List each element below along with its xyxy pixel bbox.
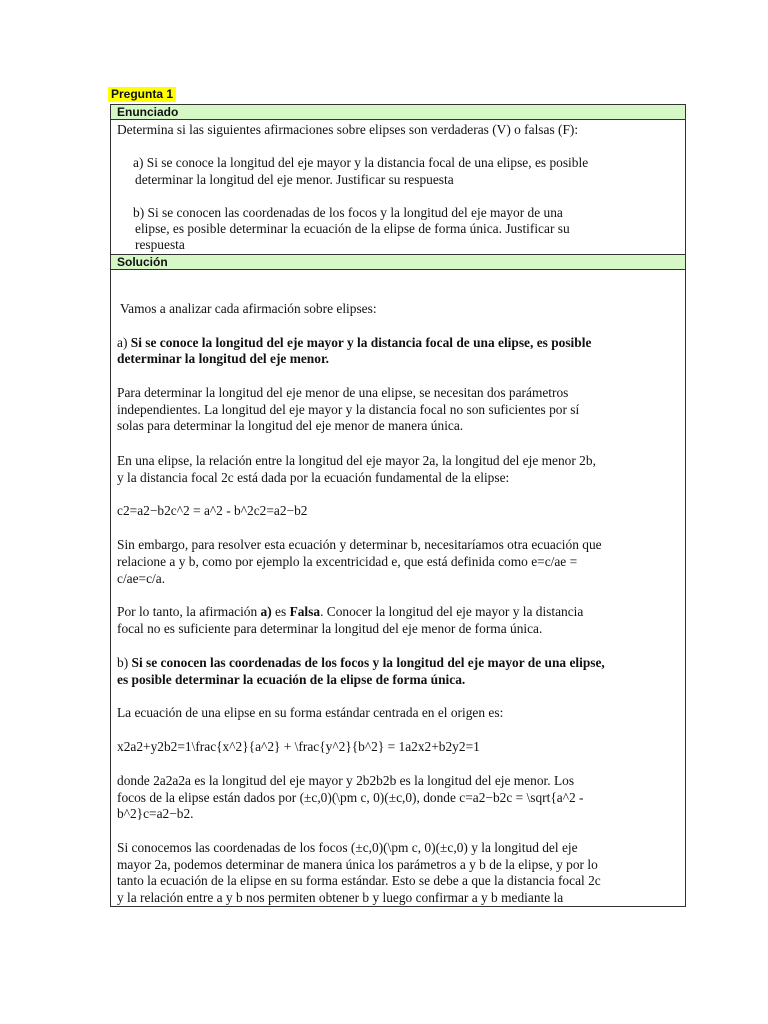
p5-text-a: Por lo tanto, la afirmación: [117, 604, 261, 619]
p5-text-e: . Conocer la longitud del eje mayor y la distancia: [320, 604, 584, 619]
solution-p8-line-1: Si conocemos las coordenadas de los focos (±c,0)(\pm c, 0)(±c,0) y la longitud del eje: [117, 840, 578, 855]
solution-p3-line-1: En una elipse, la relación entre la longitud del eje mayor 2a, la longitud del eje menor 2b,: [117, 453, 596, 468]
solution-p8-line-4: y la relación entre a y b nos permiten obtener b y luego confirmar a y b mediante la: [117, 890, 564, 905]
solution-p2-line-2: independientes. La longitud del eje mayor y la distancia focal no son suficientes por sí: [117, 402, 580, 417]
solution-a-bold-1: Si se conoce la longitud del eje mayor y la distancia focal de una elipse, es posible: [130, 335, 592, 350]
solution-p8-line-3: tanto la ecuación de la elipse en su forma estándar. Esto se debe a que la distancia focal 2c: [117, 873, 601, 888]
solution-p7-line-2: focos de la elipse están dados por (±c,0)(\pm c, 0)(±c,0), donde c=a2−b2c = \sqrt{a^2 -: [117, 790, 584, 805]
statement-a-line-1: a) Si se conoce la longitud del eje mayor y la distancia focal de una elipse, es posible: [133, 155, 589, 170]
statement-b-line-2: elipse, es posible determinar la ecuación de la elipse de forma única. Justificar su: [135, 221, 570, 236]
statement-header: Enunciado: [111, 105, 685, 120]
solution-b-bold-2: es posible determinar la ecuación de la elipse de forma única.: [117, 672, 466, 687]
p5-text-c: es: [271, 604, 290, 619]
solution-b-heading-line-2: [117, 672, 465, 689]
solution-b-heading-line-1: [117, 655, 605, 672]
solution-intro: Vamos a analizar cada afirmación sobre elipses:: [120, 301, 377, 316]
solution-p3-line-2: y la distancia focal 2c está dada por la ecuación fundamental de la elipse:: [117, 470, 510, 485]
solution-p4-line-1: Sin embargo, para resolver esta ecuación y determinar b, necesitaríamos otra ecuación que: [117, 537, 602, 552]
p5-text-b: a): [260, 604, 272, 619]
solution-p4-line-3: c/ae=c/a.: [117, 571, 166, 586]
statement-b-line-1: b) Si se conocen las coordenadas de los focos y la longitud del eje mayor de una: [133, 205, 563, 220]
solution-p8-line-2: mayor 2a, podemos determinar de manera única los parámetros a y b de la elipse, y por lo: [117, 857, 598, 872]
solution-a-bold-2: determinar la longitud del eje menor.: [117, 351, 329, 366]
statement-b-line-3: respuesta: [135, 237, 185, 252]
question-label: Pregunta 1: [108, 87, 176, 102]
statement-a-line-2: determinar la longitud del eje menor. Justificar su respuesta: [135, 172, 454, 187]
solution-p7-line-1: donde 2a2a2a es la longitud del eje mayor y 2b2b2b es la longitud del eje menor. Los: [117, 773, 575, 788]
solution-p6: La ecuación de una elipse en su forma estándar centrada en el origen es:: [117, 705, 504, 720]
solution-a-prefix: a): [117, 335, 131, 350]
solution-header: Solución: [111, 254, 685, 270]
statement-intro: Determina si las siguientes afirmaciones sobre elipses son verdaderas (V) o falsas (F):: [117, 122, 579, 137]
solution-p7-line-3: b^2}c=a2−b2.: [117, 806, 194, 821]
solution-p2-line-1: Para determinar la longitud del eje menor de una elipse, se necesitan dos parámetros: [117, 385, 569, 400]
question-table: [110, 104, 686, 907]
solution-p5-line-2: focal no es suficiente para determinar la longitud del eje menor de forma única.: [117, 621, 543, 636]
solution-equation-1: c2=a2−b2c^2 = a^2 - b^2c2=a2−b2: [117, 503, 308, 518]
p5-text-falsa: Falsa: [289, 604, 321, 619]
solution-p5-line-1: [117, 604, 583, 621]
solution-a-heading-line-1: [117, 335, 591, 352]
solution-p2-line-3: solas para determinar la longitud del eje menor de manera única.: [117, 418, 464, 433]
solution-b-bold-1: Si se conocen las coordenadas de los focos y la longitud del eje mayor de una elipse,: [131, 655, 605, 670]
solution-equation-2: x2a2+y2b2=1\frac{x^2}{a^2} + \frac{y^2}{b^2} = 1a2x2+b2y2=1: [117, 739, 480, 754]
solution-p4-line-2: relacione a y b, como por ejemplo la excentricidad e, que está definida como e=c/ae =: [117, 554, 578, 569]
solution-b-prefix: b): [117, 655, 132, 670]
solution-a-heading-line-2: [117, 351, 329, 368]
